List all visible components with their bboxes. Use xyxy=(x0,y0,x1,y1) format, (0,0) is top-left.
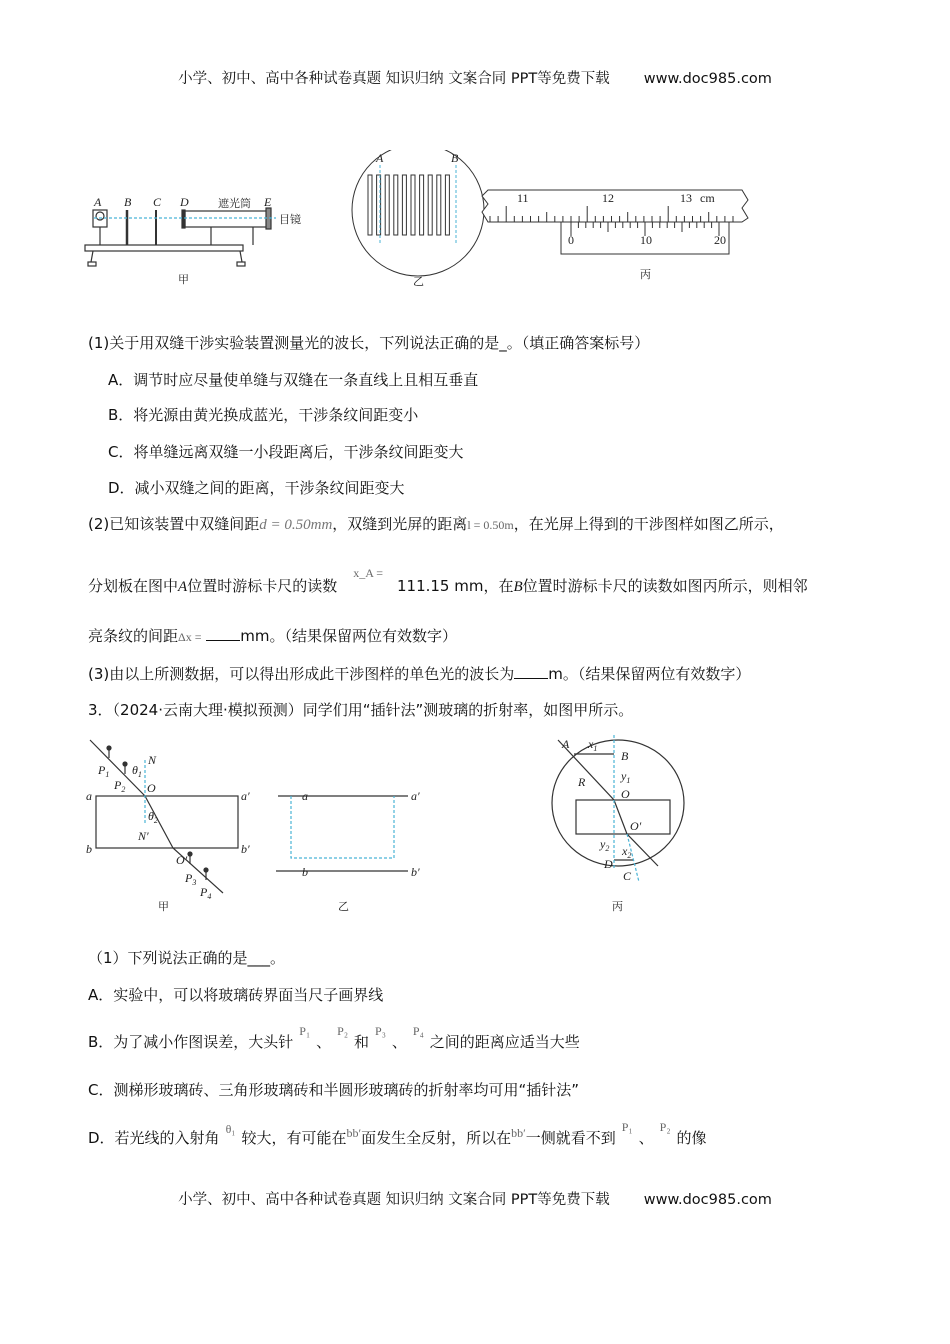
formula-d: d = 0.50mm xyxy=(259,517,333,533)
question-2-line3: 亮条纹的间距Δx = mm。（结果保留两位有效数字） xyxy=(88,627,458,645)
label-B: B xyxy=(124,195,132,209)
question-2-line1: (2)已知该装置中双缝间距d = 0.50mm，双缝到光屏的距离l = 0.50m，在光屏上得到的干涉图样如图乙所示， xyxy=(88,515,784,533)
svg-text:O′: O′ xyxy=(176,853,188,867)
caption-jia: 甲 xyxy=(178,273,189,286)
svg-text:b′: b′ xyxy=(411,865,420,879)
svg-text:b: b xyxy=(86,842,92,856)
caption-yi: 乙 xyxy=(413,275,424,288)
svg-text:b: b xyxy=(302,865,308,879)
fringe xyxy=(411,175,415,235)
label-D: D xyxy=(180,195,189,209)
svg-text:a′: a′ xyxy=(411,789,420,803)
answer-blank-dx[interactable] xyxy=(206,626,240,641)
problem-3-title: 3．（2024·云南大理·模拟预测）同学们用“插针法”测玻璃的折射率，如图甲所示。 xyxy=(88,701,634,719)
vernier-0: 0 xyxy=(568,233,574,247)
svg-text:a: a xyxy=(302,789,308,803)
fringe xyxy=(385,175,389,235)
ruler-12: 12 xyxy=(602,191,614,205)
fringe xyxy=(368,175,372,235)
question-1: (1)关于用双缝干涉实验装置测量光的波长，下列说法正确的是_。（填正确答案标号） xyxy=(88,334,650,352)
caption-jia-2: 甲 xyxy=(158,900,169,913)
label-E: E xyxy=(264,195,272,209)
svg-text:O: O xyxy=(621,787,630,801)
svg-text:C: C xyxy=(623,869,632,883)
fringe xyxy=(394,175,398,235)
refraction-figures xyxy=(80,730,700,920)
svg-text:x2: $x_2$ xyxy=(622,844,632,860)
fringe-label-B: B xyxy=(451,151,459,165)
svg-text:D: D xyxy=(604,857,613,871)
q3-option-D: D．若光线的入射角 $^{\theta_1}$ 较大，有可能在$^{bb'}$面发生全反射，所以在$^{bb'}$一侧就看不到$^{P_1}$、$^{P_2}$的像 xyxy=(88,1120,707,1147)
svg-text:N: N xyxy=(148,753,157,767)
svg-text:a: a xyxy=(86,789,92,803)
svg-text:O: O xyxy=(147,781,156,795)
caption-yi-2: 乙 xyxy=(338,900,349,913)
fringe xyxy=(420,175,424,235)
interference-apparatus-figures xyxy=(80,150,760,290)
fringe xyxy=(437,175,441,235)
fringe xyxy=(402,175,406,235)
footer-text: 小学、初中、高中各种试卷真题 知识归纳 文案合同 PPT等免费下载 xyxy=(178,1192,610,1208)
label-A: A xyxy=(94,195,102,209)
svg-text:θ1: $\theta_1$ xyxy=(132,763,142,779)
label-eyepiece: 目镜 xyxy=(279,213,301,226)
formula-xA: x_A = xyxy=(353,566,383,580)
page-footer xyxy=(0,1190,950,1210)
page-header xyxy=(0,69,950,89)
option-D: D．减小双缝之间的距离，干涉条纹间距变大 xyxy=(108,479,405,497)
svg-text:N′: N′ xyxy=(138,829,149,843)
q3-option-B: B．为了减小作图误差，大头针$^{P_1}$、$^{P_2}$和$^{P_3}$、$^{P_4}$之间的距离应适当大些 xyxy=(88,1024,580,1051)
svg-text:x1: $x_1$ xyxy=(588,737,598,753)
svg-text:O′: O′ xyxy=(630,819,642,833)
vernier-caliper-bing xyxy=(482,190,748,281)
fringe-label-A: A xyxy=(376,151,384,165)
q3-option-A: A．实验中，可以将玻璃砖界面当尺子画界线 xyxy=(88,986,384,1004)
svg-text:P1: $P_1$ xyxy=(98,763,110,779)
svg-text:P2: $P_2$ xyxy=(114,778,126,794)
header-site[interactable]: www.doc985.com xyxy=(643,71,772,87)
fringe xyxy=(445,175,449,235)
svg-text:R: R xyxy=(578,775,586,789)
option-C: C．将单缝远离双缝一小段距离后，干涉条纹间距变大 xyxy=(108,443,464,461)
subquestion-1: （1）下列说法正确的是___。 xyxy=(88,949,286,967)
label-C: C xyxy=(153,195,162,209)
svg-text:θ2: $\theta_2$ xyxy=(148,809,158,825)
svg-text:A: A xyxy=(562,737,570,751)
header-text: 小学、初中、高中各种试卷真题 知识归纳 文案合同 PPT等免费下载 xyxy=(178,71,610,87)
svg-text:B: B xyxy=(621,749,629,763)
formula-l: l = 0.50m xyxy=(467,518,514,532)
svg-text:y2: $y_2$ xyxy=(600,837,610,853)
caption-bing: 丙 xyxy=(640,268,651,281)
ruler-13: 13 xyxy=(680,191,692,205)
formula-dx: Δx = xyxy=(178,630,202,644)
ruler-11: 11 xyxy=(517,191,529,205)
svg-text:P3: $P_3$ xyxy=(185,871,197,887)
fringe-pattern-yi xyxy=(352,150,484,288)
question-2-line2: 分划板在图中A位置时游标卡尺的读数$^{x\_A =}$111.15 mm，在B位置时游标卡尺的读数如图丙所示，则相邻 xyxy=(88,566,808,595)
svg-text:y1: $y_1$ xyxy=(621,769,631,785)
ruler-unit: cm xyxy=(700,191,715,205)
option-A: A．调节时应尽量使单缝与双缝在一条直线上且相互垂直 xyxy=(108,371,479,389)
footer-site[interactable]: www.doc985.com xyxy=(643,1192,772,1208)
apparatus-jia xyxy=(85,208,276,266)
answer-blank-wavelength[interactable] xyxy=(514,664,548,679)
option-B: B．将光源由黄光换成蓝光，干涉条纹间距变小 xyxy=(108,406,419,424)
svg-text:b′: b′ xyxy=(241,842,250,856)
label-tube: 遮光筒 xyxy=(218,197,251,210)
q3-option-C: C．测梯形玻璃砖、三角形玻璃砖和半圆形玻璃砖的折射率均可用“插针法” xyxy=(88,1081,580,1099)
svg-text:a′: a′ xyxy=(241,789,250,803)
vernier-20: 20 xyxy=(714,233,726,247)
vernier-10: 10 xyxy=(640,233,652,247)
svg-text:P4: $P_4$ xyxy=(200,885,212,901)
caption-bing-2: 丙 xyxy=(612,900,623,913)
question-3-line: (3)由以上所测数据，可以得出形成此干涉图样的单色光的波长为 m。（结果保留两位有效数字） xyxy=(88,665,751,683)
fringe xyxy=(428,175,432,235)
